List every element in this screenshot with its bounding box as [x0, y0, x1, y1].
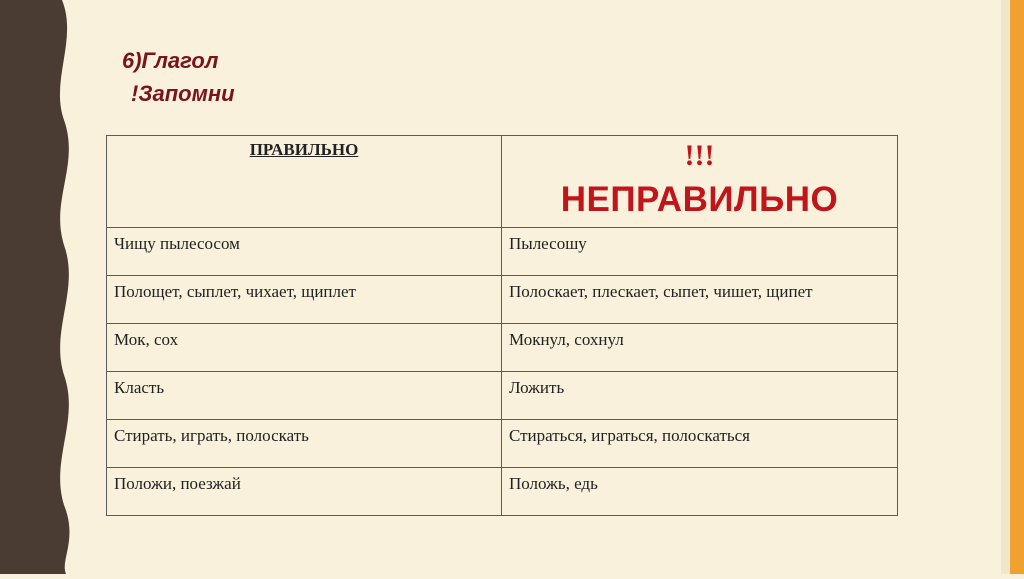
table-header-row — [107, 136, 898, 228]
verbs-table — [106, 135, 898, 516]
correct-cell: Положи, поезжай — [107, 468, 502, 516]
correct-cell: Класть — [107, 372, 502, 420]
decorative-right-band — [1001, 0, 1024, 574]
correct-cell: Чищу пылесосом — [107, 228, 502, 276]
slide-title — [122, 44, 235, 110]
title-line-1: 6)Глагол — [122, 48, 219, 73]
table-row — [107, 324, 898, 372]
decorative-left-band — [0, 0, 80, 574]
table-row — [107, 420, 898, 468]
right-band-light-stripe — [1001, 0, 1010, 574]
incorrect-cell: Мокнул, сохнул — [502, 324, 898, 372]
correct-cell: Стирать, играть, полоскать — [107, 420, 502, 468]
table-row — [107, 228, 898, 276]
incorrect-cell: Стираться, играться, полоскаться — [502, 420, 898, 468]
table-row — [107, 468, 898, 516]
title-line-2: !Запомни — [131, 81, 235, 106]
incorrect-cell: Положь, едь — [502, 468, 898, 516]
incorrect-cell: Пылесошу — [502, 228, 898, 276]
incorrect-cell: Полоскает, плескает, сыпет, чишет, щипет — [502, 276, 898, 324]
header-correct-label: ПРАВИЛЬНО — [249, 140, 359, 159]
right-band-orange-stripe — [1010, 0, 1024, 574]
header-incorrect-cell — [502, 136, 898, 228]
correct-cell: Полощет, сыплет, чихает, щиплет — [107, 276, 502, 324]
table-row — [107, 372, 898, 420]
table-row — [107, 276, 898, 324]
header-correct-cell — [107, 136, 502, 228]
wavy-border-shape — [0, 0, 80, 574]
warning-exclamation-mark: !!! — [684, 139, 715, 172]
header-incorrect-label: НЕПРАВИЛЬНО — [560, 180, 839, 219]
incorrect-cell: Ложить — [502, 372, 898, 420]
correct-cell: Мок, сох — [107, 324, 502, 372]
